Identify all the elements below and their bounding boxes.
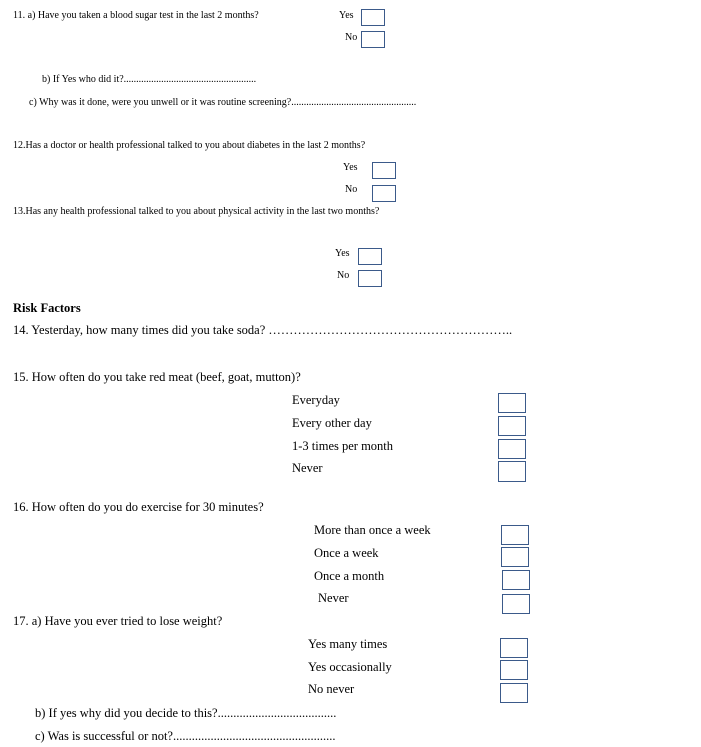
q14-question: 14. Yesterday, how many times did you take soda? ………………………………………………….. bbox=[13, 323, 513, 337]
q17-option-label: Yes many times bbox=[308, 637, 388, 651]
q12-no-checkbox[interactable] bbox=[372, 185, 396, 202]
q11-no-label: No bbox=[345, 32, 358, 43]
q11-yes-checkbox[interactable] bbox=[361, 9, 385, 26]
q11a-question: 11. a) Have you taken a blood sugar test in the last 2 months? bbox=[13, 10, 259, 21]
q17-option-checkbox[interactable] bbox=[500, 660, 528, 680]
q17c-question: c) Was is successful or not?.................................................... bbox=[35, 729, 336, 743]
q16-option-checkbox[interactable] bbox=[502, 594, 530, 614]
q16-option-label: Once a month bbox=[314, 569, 385, 583]
q13-no-checkbox[interactable] bbox=[358, 270, 382, 287]
q11b-question: b) If Yes who did it?..................................................... bbox=[42, 74, 257, 85]
q16-option-label: Once a week bbox=[314, 546, 379, 560]
q15-option-checkbox[interactable] bbox=[498, 393, 526, 413]
q15-option-label: 1-3 times per month bbox=[292, 439, 394, 453]
q17-option-checkbox[interactable] bbox=[500, 683, 528, 703]
q11-yes-label: Yes bbox=[339, 10, 354, 21]
q12-no-label: No bbox=[345, 184, 358, 195]
section-title-risk-factors: Risk Factors bbox=[13, 301, 81, 315]
q15-question: 15. How often do you take red meat (beef, goat, mutton)? bbox=[13, 370, 301, 384]
q11c-question: c) Why was it done, were you unwell or it was routine screening?.................................................. bbox=[29, 97, 417, 108]
q13-yes-label: Yes bbox=[335, 248, 350, 259]
q15-option-checkbox[interactable] bbox=[498, 439, 526, 459]
q17-option-checkbox[interactable] bbox=[500, 638, 528, 658]
q17a-question: 17. a) Have you ever tried to lose weight? bbox=[13, 614, 223, 628]
q12-yes-checkbox[interactable] bbox=[372, 162, 396, 179]
q15-option-label: Never bbox=[292, 461, 323, 475]
q16-option-label: Never bbox=[318, 591, 349, 605]
q16-option-label: More than once a week bbox=[314, 523, 431, 537]
q16-option-checkbox[interactable] bbox=[502, 570, 530, 590]
q11-no-checkbox[interactable] bbox=[361, 31, 385, 48]
q15-option-checkbox[interactable] bbox=[498, 461, 526, 482]
q15-option-label: Everyday bbox=[292, 393, 340, 407]
q17b-question: b) If yes why did you decide to this?...................................... bbox=[35, 706, 337, 720]
q15-option-checkbox[interactable] bbox=[498, 416, 526, 436]
q16-option-checkbox[interactable] bbox=[501, 525, 529, 545]
q17-option-label: Yes occasionally bbox=[308, 660, 392, 674]
q15-option-label: Every other day bbox=[292, 416, 372, 430]
q13-question: 13.Has any health professional talked to you about physical activity in the last two months? bbox=[13, 206, 380, 217]
q16-question: 16. How often do you do exercise for 30 minutes? bbox=[13, 500, 264, 514]
q12-question: 12.Has a doctor or health professional talked to you about diabetes in the last 2 months? bbox=[13, 140, 366, 151]
q12-yes-label: Yes bbox=[343, 162, 358, 173]
q13-yes-checkbox[interactable] bbox=[358, 248, 382, 265]
q16-option-checkbox[interactable] bbox=[501, 547, 529, 567]
q17-option-label: No never bbox=[308, 682, 355, 696]
q13-no-label: No bbox=[337, 270, 350, 281]
